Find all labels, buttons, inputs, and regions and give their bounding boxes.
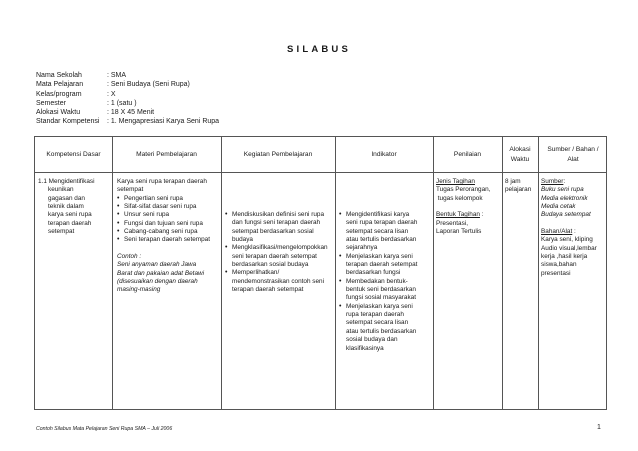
- info-label: Alokasi Waktu: [36, 109, 81, 117]
- info-row-time: [36, 108, 219, 117]
- list-item: • Menjelaskan karya seni terapan daerah setempat berdasarkan fungsi: [339, 253, 433, 278]
- list-item: • Seni terapan daerah setempat: [117, 236, 221, 244]
- info-row-school: [36, 71, 219, 80]
- info-value: : 18 X 45 Menit: [107, 109, 155, 117]
- cell-sumber: Sumber: Buku seni rupa Media elektronik Media cetak Budaya setempat Bahan/Alat : Karya seni, kliping Audio visual,lembar kerja ,hasil kerja siswa,bahan presentasi: [541, 178, 597, 277]
- info-row-subject: [36, 80, 219, 89]
- indikator-list: [339, 211, 433, 353]
- info-value: : X: [107, 90, 116, 98]
- info-row-semester: [36, 99, 219, 108]
- cell-penilaian: Jenis Tagihan Tugas Perorangan, tugas kelompok Bentuk Tagihan : Presentasi, Laporan Tertulis: [436, 178, 491, 236]
- list-item: • Pengertian seni rupa: [117, 195, 221, 203]
- header-indikator: Indikator: [371, 150, 397, 158]
- list-item: • Membedakan bentuk- bentuk seni berdasarkan fungsi sosial masyarakat: [339, 278, 433, 303]
- page-title: SILABUS: [286, 44, 352, 55]
- materi-list: [117, 195, 221, 245]
- info-value: : 1. Mengapresiasi Karya Seni Rupa: [107, 118, 220, 126]
- header-alokasi: Alokasi Waktu: [509, 145, 531, 163]
- info-value: : Seni Budaya (Seni Rupa): [107, 81, 190, 89]
- identity-block: [36, 71, 219, 127]
- info-value: : SMA: [107, 72, 127, 79]
- cell-indikator: [339, 211, 433, 353]
- info-label: Standar Kompetensi: [36, 118, 100, 126]
- page-footer: Contoh Silabus Mata Pelajaran Seni Rupa SMA – Juli 2006: [36, 426, 173, 432]
- info-value: : 1 (satu ): [107, 99, 137, 107]
- syllabus-table: [34, 136, 607, 410]
- info-row-standard: [36, 117, 219, 126]
- list-item: • Fungsi dan tujuan seni rupa: [117, 220, 221, 228]
- header-materi: Materi Pembelajaran: [136, 150, 197, 158]
- cell-materi: Karya seni rupa terapan daerah setempat • Pengertian seni rupa • Sifat-sifat dasar seni rupa • Unsur seni rupa • Fungsi dan tujuan seni rupa • Cabang-cabang seni rupa • Seni terapan daerah setempat Contoh : Seni anyaman daerah Jawa Barat dan pakaian adat Betawi (disesuaikan dengan daerah masing-masing: [117, 178, 221, 295]
- info-label: Mata Pelajaran: [36, 81, 84, 89]
- info-label: Semester: [36, 99, 66, 107]
- list-item: • Unsur seni rupa: [117, 211, 221, 219]
- header-sumber: Sumber / Bahan / Alat: [547, 145, 599, 163]
- list-item: • Sifat-sifat dasar seni rupa: [117, 203, 221, 211]
- column-divider: [335, 137, 336, 409]
- list-item: • Mendiskusikan definisi seni rupa dan fungsi seni terapan daerah setempat berdasarkan sosial budaya: [225, 211, 335, 244]
- header-kegiatan: Kegiatan Pembelajaran: [243, 150, 313, 158]
- cell-kegiatan: [225, 211, 335, 294]
- list-item: • Mengklasifikasi/mengelompokkan seni terapan daerah setempat berdasarkan sosial budaya: [225, 244, 335, 269]
- cell-kompetensi: 1.1 Mengidentifikasi keunikan gagasan dan teknik dalam karya seni rupa terapan daerah setempat: [38, 178, 95, 236]
- kegiatan-list: [225, 211, 335, 294]
- list-item: • Cabang-cabang seni rupa: [117, 228, 221, 236]
- info-label: Nama Sekolah: [36, 72, 82, 79]
- info-row-class: [36, 90, 219, 99]
- list-item: • Mengidentifikasi karya seni rupa terapan daerah setempat secara lisan atau tertulis berdasarkan sejarahnya: [339, 211, 433, 253]
- header-penilaian: Penilaian: [453, 150, 482, 158]
- header-kompetensi: Kompetensi Dasar: [46, 150, 101, 158]
- column-divider: [538, 137, 539, 409]
- column-divider: [221, 137, 222, 409]
- column-divider: [112, 137, 113, 409]
- info-label: Kelas/program: [36, 90, 82, 98]
- list-item: • Menjelaskan karya seni rupa terapan daerah setempat secara lisan atau tertulis berdasarkan sosial budaya dan klasifikasinya: [339, 303, 433, 353]
- cell-alokasi: 8 jam pelajaran: [505, 178, 532, 194]
- list-item: • Memperlihatkan/ mendemonstrasikan contoh seni terapan daerah setempat: [225, 269, 335, 294]
- column-divider: [433, 137, 434, 409]
- column-divider: [502, 137, 503, 409]
- page-number: 1: [597, 424, 601, 431]
- header-divider: [35, 172, 606, 173]
